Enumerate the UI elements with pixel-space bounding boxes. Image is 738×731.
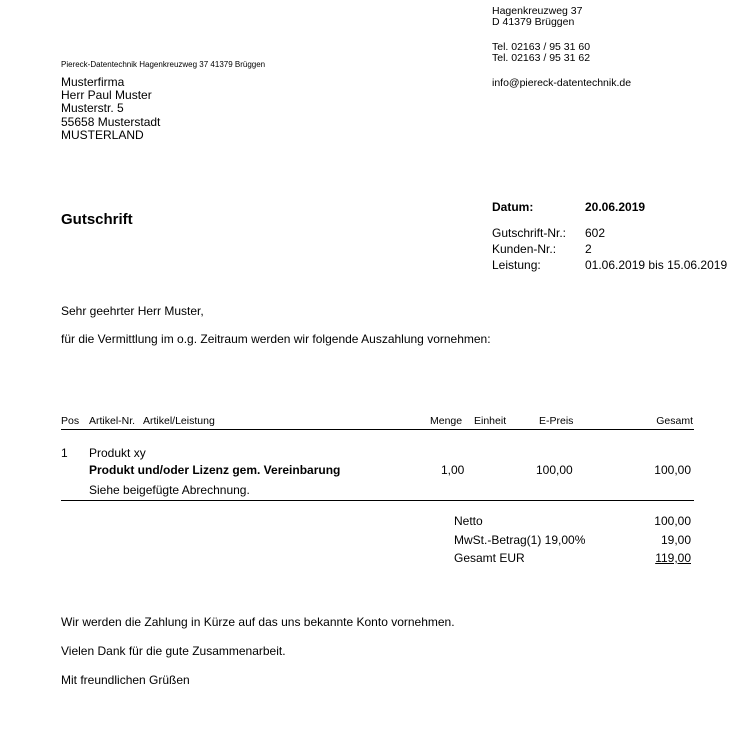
col-header-total: Gesamt xyxy=(656,415,693,427)
customer-number-label: Kunden-Nr.: xyxy=(492,242,557,256)
company-street: Hagenkreuzweg 37 xyxy=(492,5,583,17)
col-header-artnr: Artikel-Nr. xyxy=(89,415,136,427)
recipient-company: Musterfirma xyxy=(61,75,125,89)
col-header-price: E-Preis xyxy=(539,415,574,427)
closing-thanks: Vielen Dank für die gute Zusammenarbeit. xyxy=(61,644,286,658)
document-title: Gutschrift xyxy=(61,211,133,228)
vat-label: MwSt.-Betrag(1) 19,00% xyxy=(454,533,586,547)
gross-label: Gesamt EUR xyxy=(454,551,525,565)
closing-payment-note: Wir werden die Zahlung in Kürze auf das uns bekannte Konto vornehmen. xyxy=(61,615,455,629)
col-header-pos: Pos xyxy=(61,415,80,427)
sender-line: Piereck-Datentechnik Hagenkreuzweg 37 41379 Brüggen xyxy=(61,60,266,69)
net-value: 100,00 xyxy=(654,514,691,528)
gross-value: 119,00 xyxy=(655,551,691,565)
company-phone: Tel. 02163 / 95 31 60 xyxy=(492,41,591,53)
col-header-unit: Einheit xyxy=(474,415,507,427)
row-quantity: 1,00 xyxy=(441,463,465,477)
service-value: 01.06.2019 bis 15.06.2019 xyxy=(585,258,728,272)
net-label: Netto xyxy=(454,514,483,528)
company-fax: Tel. 02163 / 95 31 62 xyxy=(492,52,591,64)
col-header-qty: Menge xyxy=(430,415,463,427)
recipient-name: Herr Paul Muster xyxy=(61,88,152,102)
service-label: Leistung: xyxy=(492,258,541,272)
date-value: 20.06.2019 xyxy=(585,200,646,214)
company-email: info@piereck-datentechnik.de xyxy=(492,77,632,89)
date-label: Datum: xyxy=(492,200,534,214)
company-city: D 41379 Brüggen xyxy=(492,16,575,28)
closing-regards: Mit freundlichen Grüßen xyxy=(61,673,190,687)
credit-number-label: Gutschrift-Nr.: xyxy=(492,226,567,240)
salutation: Sehr geehrter Herr Muster, xyxy=(61,304,204,318)
credit-number-value: 602 xyxy=(585,226,606,240)
row-product-description: Produkt und/oder Lizenz gem. Vereinbarung xyxy=(89,463,341,477)
recipient-country: MUSTERLAND xyxy=(61,128,144,142)
row-pos: 1 xyxy=(61,446,68,460)
row-total: 100,00 xyxy=(654,463,691,477)
col-header-article: Artikel/Leistung xyxy=(143,415,215,427)
table-body-divider xyxy=(61,500,694,501)
customer-number-value: 2 xyxy=(585,242,592,256)
recipient-city: 55658 Musterstadt xyxy=(61,115,161,129)
recipient-street: Musterstr. 5 xyxy=(61,101,124,115)
row-product-name: Produkt xy xyxy=(89,446,146,460)
row-unit-price: 100,00 xyxy=(536,463,573,477)
intro-text: für die Vermittlung im o.g. Zeitraum werden wir folgende Auszahlung vornehmen: xyxy=(61,332,491,346)
row-product-note: Siehe beigefügte Abrechnung. xyxy=(89,483,250,497)
vat-value: 19,00 xyxy=(660,533,691,547)
table-header-divider xyxy=(61,429,694,430)
